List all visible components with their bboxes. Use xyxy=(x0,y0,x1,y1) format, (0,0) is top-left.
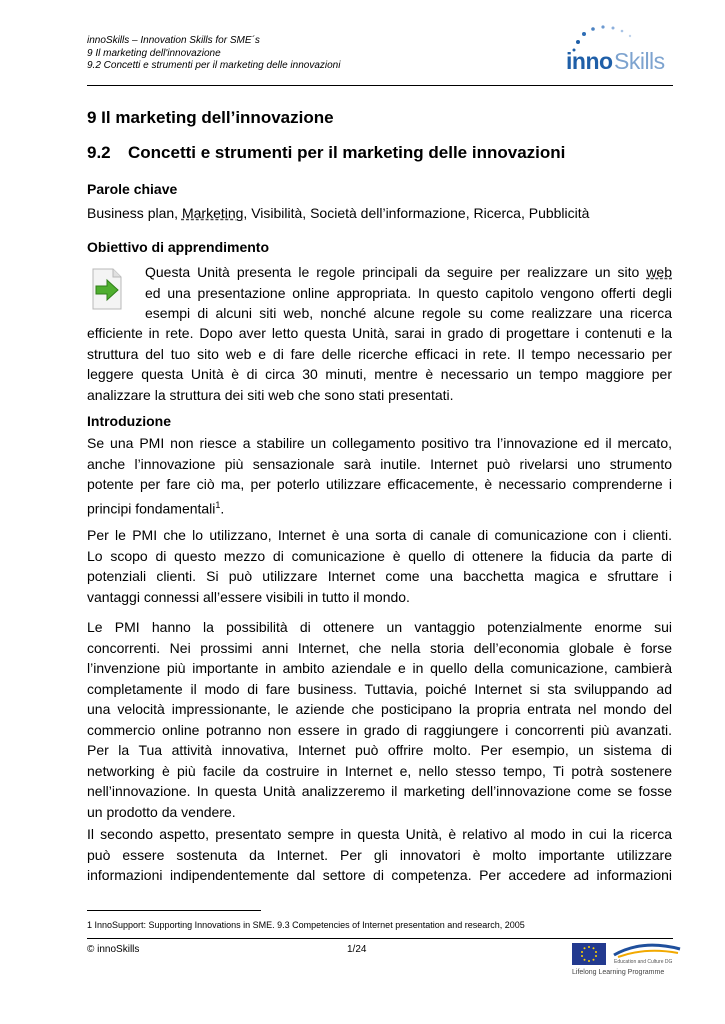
header-line-3: 9.2 Concetti e strumenti per il marketing delle innovazioni xyxy=(87,60,341,71)
text-line: anche l’innovazione più sensazionale sarà inutile. Internet può rivelarsi uno strumento xyxy=(87,455,672,472)
footer-copyright: © innoSkills xyxy=(87,944,140,955)
text-line: Se una PMI non riesce a stabilire un collegamento positivo tra l’innovazione ed il mercato, xyxy=(87,435,672,451)
page-number: 1/24 xyxy=(347,944,367,955)
eu-flag-icon xyxy=(572,943,606,965)
text-line: principi fondamentali$^1$. xyxy=(87,499,225,517)
text-line: Per la Tua attività innovativa, Internet può offrire molto. Per esempio, un sistema di xyxy=(87,742,672,758)
text-line: Lo scopo di questo mezzo di comunicazione è quello di ottenere la fiducia da parte di xyxy=(87,547,672,564)
intro-paragraph-4 xyxy=(87,824,672,886)
text-line: commercio online potranno non essere in grado di raggiungere i concorrenti più avanzati. xyxy=(87,721,672,738)
section-title xyxy=(87,143,565,163)
keywords-post: , Visibilità, Società dell’informazione, Ricerca, Pubblicità xyxy=(243,205,590,221)
running-header xyxy=(87,35,340,73)
header-line-2: 9 Il marketing dell'innovazione xyxy=(87,47,221,59)
header-line-1: innoSkills – Innovation Skills for SME´s xyxy=(87,35,260,46)
footer-divider xyxy=(87,938,673,939)
text-line: nell’innovazione. In questa Unità analizzeremo il marketing dell’innovazione come se fosse xyxy=(87,783,672,799)
text-line: potenziali clienti. Si può utilizzare Internet come una bacchetta magica e sfruttare i xyxy=(87,568,672,584)
objective-indented-text xyxy=(145,262,672,324)
keywords-marked-word: Marketing xyxy=(181,205,244,221)
keywords-heading: Parole chiave xyxy=(87,181,178,197)
objective-text xyxy=(87,323,672,405)
objective-line-1: Questa Unità presenta le regole principali da seguire per realizzare un sito web xyxy=(145,264,672,280)
section-number: 9.2 xyxy=(87,143,111,162)
logo-text-inno: inno xyxy=(566,48,613,74)
objective-line-5: struttura del tuo sito web e di fare delle ricerche efficaci in rete. Il tempo necessario per xyxy=(87,345,672,362)
introduction-heading: Introduzione xyxy=(87,413,171,429)
text-line: l’invenzione più importante in ambito aziendale e in quello della comunicazione, cambierà xyxy=(87,660,672,676)
text-line: Il secondo aspetto, presentato sempre in questa Unità, è relativo al modo in cui la ricerca xyxy=(87,826,672,842)
objective-line-7: analizzare la struttura dei siti web che sono stati presentati. xyxy=(87,386,454,403)
intro-paragraph-3 xyxy=(87,617,672,822)
text-line: potente per fare ciò ma, per poterlo utilizzare efficacemente, è necessario comprenderne i xyxy=(87,476,672,492)
objective-line-2: ed una presentazione online appropriata. In questo capitolo vengono offerti degli xyxy=(145,284,672,301)
logo-text-skills: Skills xyxy=(614,48,665,74)
intro-paragraph-1 xyxy=(87,433,672,519)
objective-line-4: efficiente in rete. Dopo aver letto questa Unità, sarai in grado di progettare i contenuti e la xyxy=(87,325,672,341)
text-line: informazioni indipendentemente dal settore di competenza. Per accedere ad informazioni xyxy=(87,867,672,883)
green-arrow-document-icon xyxy=(89,268,123,310)
footnote-separator xyxy=(87,910,261,911)
eu-dg-label: Education and Culture DG xyxy=(614,959,673,965)
text-line: un prodotto da vendere. xyxy=(87,803,236,820)
text-line: può essere sostenuta da Internet. Per gli innovatori è molto importante utilizzare xyxy=(87,846,672,863)
text-line: Per le PMI che lo utilizzano, Internet è una sorta di canale di comunicazione con i clienti. xyxy=(87,527,672,543)
text-line: Le PMI hanno la possibilità di ottenere un vantaggio potenzialmente enorme sui xyxy=(87,619,672,635)
chapter-title: 9 Il marketing dell’innovazione xyxy=(87,108,334,127)
eu-programme-label: Lifelong Learning Programme xyxy=(572,969,665,976)
text-line: networking è più facile da costruire in Internet e, nello stesso tempo, Ti potrà sostenere xyxy=(87,762,672,779)
objective-heading: Obiettivo di apprendimento xyxy=(87,239,270,255)
text-line: completamente il modo di fare business. Tuttavia, poiché Internet si sta sviluppando ad xyxy=(87,680,672,697)
section-title-text: Concetti e strumenti per il marketing delle innovazioni xyxy=(128,143,566,162)
text-line: concorrenti. Nei prossimi anni Internet, che nella storia dell’economia globale è forse xyxy=(87,639,672,656)
keywords-pre: Business plan, xyxy=(87,205,182,221)
text-line: una velocità impressionante, le aziende che posticipano la propria entrata nel mondo del xyxy=(87,701,672,717)
innoskills-logo xyxy=(560,22,678,80)
footnote: 1 InnoSupport: Supporting Innovations in SME. 9.3 Competencies of Internet presentation and research, 2005 xyxy=(87,920,525,930)
text-line: vantaggi connessi all’essere visibili in tutto il mondo. xyxy=(87,588,410,605)
objective-line-3: esempi di alcuni siti web, nonché alcune regole su come realizzare una ricerca xyxy=(145,305,672,321)
ec-swoosh-icon xyxy=(612,943,682,959)
objective-line-6: leggere questa Unità è di circa 30 minuti, mentre è necessario un tempo maggiore per xyxy=(87,366,672,382)
footnote-ref: 1 xyxy=(215,499,221,510)
keywords-text xyxy=(87,203,589,223)
eu-llp-logo xyxy=(572,943,682,979)
header-divider xyxy=(87,85,673,86)
intro-paragraph-2 xyxy=(87,525,672,607)
